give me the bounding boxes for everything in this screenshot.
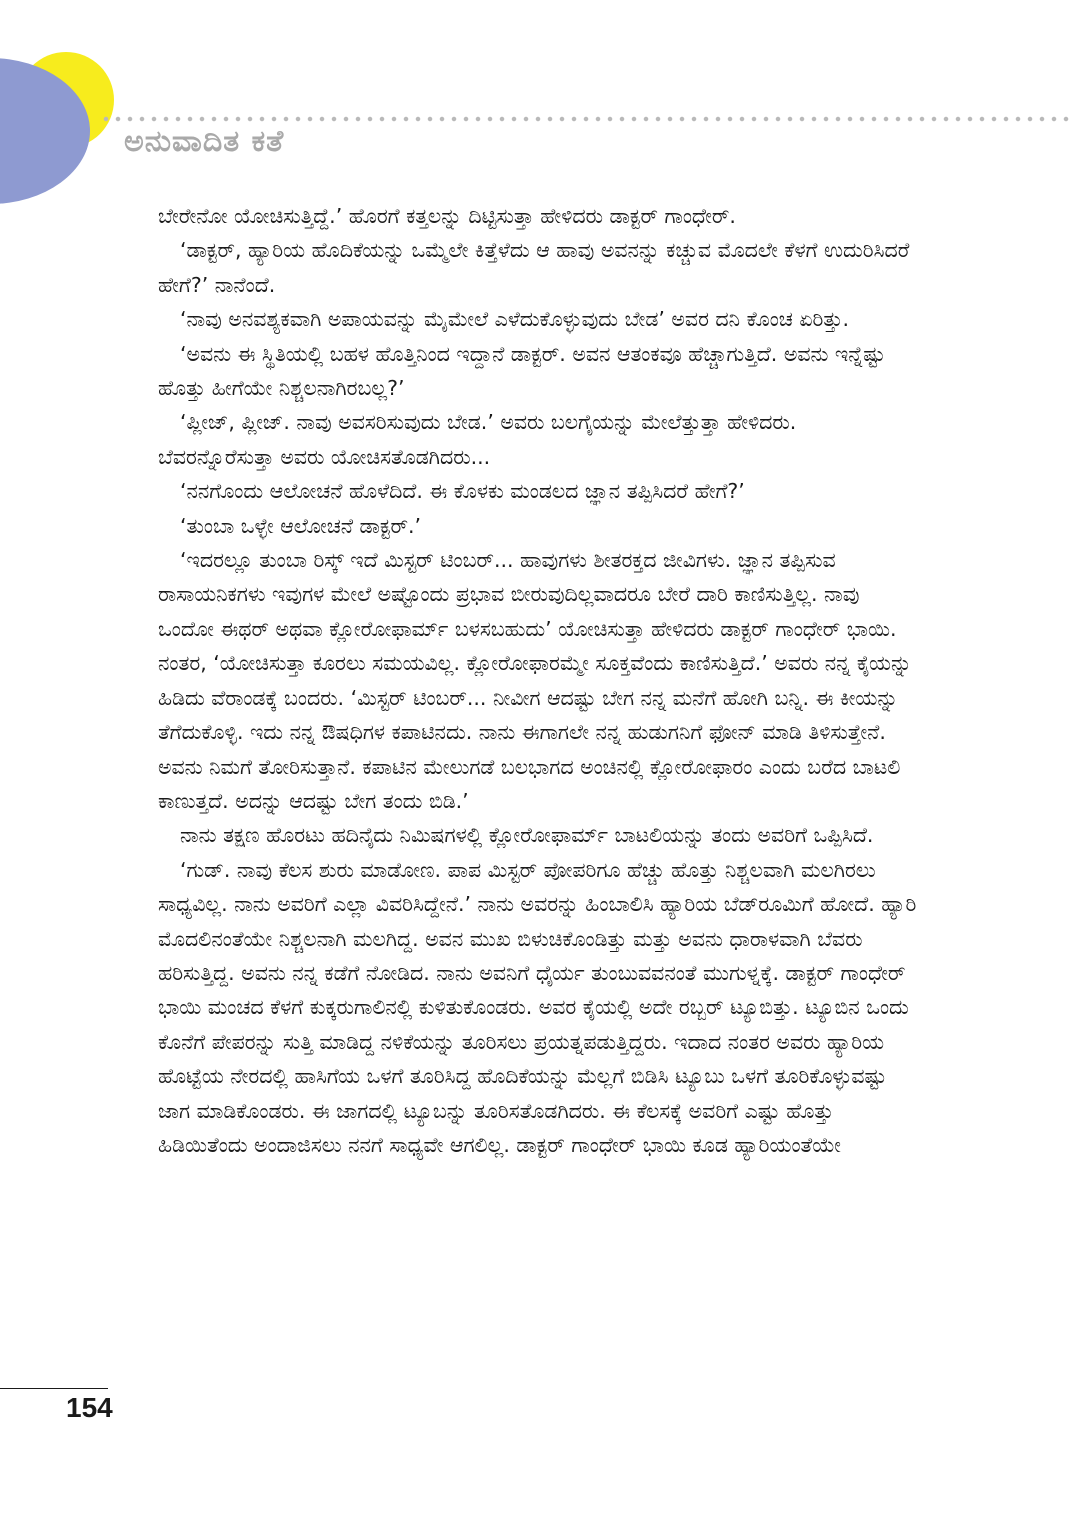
story-body: [158, 199, 918, 1162]
section-title: ಅನುವಾದಿತ ಕತೆ: [124, 124, 285, 159]
paragraph: ‘ನಾವು ಅನವಶ್ಯಕವಾಗಿ ಅಪಾಯವನ್ನು ಮೈಮೇಲೆ ಎಳೆದುಕೊಳ್ಳುವುದು ಬೇಡ’ ಅವರ ದನಿ ಕೊಂಚ ಏರಿತ್ತು.: [180, 307, 850, 332]
paragraph: ‘ತುಂಬಾ ಒಳ್ಳೇ ಆಲೋಚನೆ ಡಾಕ್ಟರ್.’: [180, 513, 422, 538]
paragraph: ಬೇರೇನೋ ಯೋಚಿಸುತ್ತಿದ್ದೆ.’ ಹೊರಗೆ ಕತ್ತಲನ್ನು ದಿಟ್ಟಿಸುತ್ತಾ ಹೇಳಿದರು ಡಾಕ್ಟರ್ ಗಾಂಧೇರ್.: [158, 204, 736, 228]
paragraph: ‘ಡಾಕ್ಟರ್, ಹ್ಯಾರಿಯ ಹೊದಿಕೆಯನ್ನು ಒಮ್ಮೆಲೇ ಕಿತ್ತೆಳೆದು ಆ ಹಾವು ಅವನನ್ನು ಕಚ್ಚುವ ಮೊದಲೇ ಕೆಳಗೆ ಉದುರಿಸಿದರೆ ಹೇಗೆ?’ ನಾನೆಂದೆ.: [158, 238, 910, 297]
footer-rule: [0, 1388, 108, 1389]
paragraph: ನಾನು ತಕ್ಷಣ ಹೊರಟು ಹದಿನೈದು ನಿಮಿಷಗಳಲ್ಲಿ ಕ್ಲೋರೋಫಾರ್ಮ್ ಬಾಟಲಿಯನ್ನು ತಂದು ಅವರಿಗೆ ಒಪ್ಪಿಸಿದೆ.: [180, 823, 874, 848]
paragraph: ‘ಪ್ಲೀಜ್, ಪ್ಲೀಜ್. ನಾವು ಅವಸರಿಸುವುದು ಬೇಡ.’ ಅವರು ಬಲಗೈಯನ್ನು ಮೇಲೆತ್ತುತ್ತಾ ಹೇಳಿದರು. ಬೆವರನ್ನೊರೆಸುತ್ತಾ ಅವರು ಯೋಚಿಸತೊಡಗಿದರು...: [158, 410, 797, 469]
paragraph: ‘ಗುಡ್. ನಾವು ಕೆಲಸ ಶುರು ಮಾಡೋಣ. ಪಾಪ ಮಿಸ್ಟರ್ ಪೋಪರಿಗೂ ಹೆಚ್ಚು ಹೊತ್ತು ನಿಶ್ಚಲವಾಗಿ ಮಲಗಿರಲು ಸಾಧ್ಯವಿಲ್ಲ. ನಾನು ಅವರಿಗೆ ಎಲ್ಲಾ ವಿವರಿಸಿದ್ದೇನೆ.’ ನಾನು ಅವರನ್ನು ಹಿಂಬಾಲಿಸಿ ಹ್ಯಾರಿಯ ಬೆಡ್‌ರೂಮಿಗೆ ಹೋದೆ. ಹ್ಯಾರಿ ಮೊದಲಿನಂತೆಯೇ ನಿಶ್ಚಲನಾಗಿ ಮಲಗಿದ್ದ. ಅವನ ಮುಖ ಬಿಳುಚಿಕೊಂಡಿತ್ತು ಮತ್ತು ಅವನು ಧಾರಾಳವಾಗಿ ಬೆವರು ಹರಿಸುತ್ತಿದ್ದ. ಅವನು ನನ್ನ ಕಡೆಗೆ ನೋಡಿದ. ನಾನು ಅವನಿಗೆ ಧೈರ್ಯ ತುಂಬುವವನಂತೆ ಮುಗುಳ್ನಕ್ಕೆ. ಡಾಕ್ಟರ್ ಗಾಂಧೇರ್ ಭಾಯಿ ಮಂಚದ ಕೆಳಗೆ ಕುಕ್ಕರುಗಾಲಿನಲ್ಲಿ ಕುಳಿತುಕೊಂಡರು. ಅವರ ಕೈಯಲ್ಲಿ ಅದೇ ರಬ್ಬರ್ ಟ್ಯೂಬಿತ್ತು. ಟ್ಯೂಬಿನ ಒಂದು ಕೊನೆಗೆ ಪೇಪರನ್ನು ಸುತ್ತಿ ಮಾಡಿದ್ದ ನಳಿಕೆಯನ್ನು ತೂರಿಸಲು ಪ್ರಯತ್ನಪಡುತ್ತಿದ್ದರು. ಇದಾದ ನಂತರ ಅವರು ಹ್ಯಾರಿಯ ಹೊಟ್ಟೆಯ ನೇರದಲ್ಲಿ ಹಾಸಿಗೆಯ ಒಳಗೆ ತೂರಿಸಿದ್ದ ಹೊದಿಕೆಯನ್ನು ಮೆಲ್ಲಗೆ ಬಿಡಿಸಿ ಟ್ಯೂಬು ಒಳಗೆ ತೂರಿಕೊಳ್ಳುವಷ್ಟು ಜಾಗ ಮಾಡಿಕೊಂಡರು. ಈ ಜಾಗದಲ್ಲಿ ಟ್ಯೂಬನ್ನು ತೂರಿಸತೊಡಗಿದರು. ಈ ಕೆಲಸಕ್ಕೆ ಅವರಿಗೆ ಎಷ್ಟು ಹೊತ್ತು ಹಿಡಿಯಿತೆಂದು ಅಂದಾಜಿಸಲು ನನಗೆ ಸಾಧ್ಯವೇ ಆಗಲಿಲ್ಲ. ಡಾಕ್ಟರ್ ಗಾಂಧೇರ್ ಭಾಯಿ ಕೂಡ ಹ್ಯಾರಿಯಂತೆಯೇ: [158, 857, 917, 1157]
dotted-header-rule: [100, 116, 1072, 122]
page-number: 154: [66, 1392, 113, 1423]
paragraph: ‘ಅವನು ಈ ಸ್ಥಿತಿಯಲ್ಲಿ ಬಹಳ ಹೊತ್ತಿನಿಂದ ಇದ್ದಾನೆ ಡಾಕ್ಟರ್. ಅವನ ಆತಂಕವೂ ಹೆಚ್ಚಾಗುತ್ತಿದೆ. ಅವನು ಇನ್ನೆಷ್ಟು ಹೊತ್ತು ಹೀಗೆಯೇ ನಿಶ್ಚಲನಾಗಿರಬಲ್ಲ?’: [158, 341, 886, 401]
paragraph: ‘ಇದರಲ್ಲೂ ತುಂಬಾ ರಿಸ್ಕ್ ಇದೆ ಮಿಸ್ಟರ್ ಟಿಂಬರ್... ಹಾವುಗಳು ಶೀತರಕ್ತದ ಜೀವಿಗಳು. ಜ್ಞಾನ ತಪ್ಪಿಸುವ ರಾಸಾಯನಿಕಗಳು ಇವುಗಳ ಮೇಲೆ ಅಷ್ಟೊಂದು ಪ್ರಭಾವ ಬೀರುವುದಿಲ್ಲವಾದರೂ ಬೇರೆ ದಾರಿ ಕಾಣಿಸುತ್ತಿಲ್ಲ. ನಾವು ಒಂದೋ ಈಥರ್ ಅಥವಾ ಕ್ಲೋರೋಫಾರ್ಮ್ ಬಳಸಬಹುದು’ ಯೋಚಿಸುತ್ತಾ ಹೇಳಿದರು ಡಾಕ್ಟರ್ ಗಾಂಧೇರ್ ಭಾಯಿ. ನಂತರ, ‘ಯೋಚಿಸುತ್ತಾ ಕೂರಲು ಸಮಯವಿಲ್ಲ. ಕ್ಲೋರೋಫಾರಮ್ಮೇ ಸೂಕ್ತವೆಂದು ಕಾಣಿಸುತ್ತಿದೆ.’ ಅವರು ನನ್ನ ಕೈಯನ್ನು ಹಿಡಿದು ವೆರಾಂಡಕ್ಕೆ ಬಂದರು. ‘ಮಿಸ್ಟರ್ ಟಿಂಬರ್... ನೀವೀಗ ಆದಷ್ಟು ಬೇಗ ನನ್ನ ಮನೆಗೆ ಹೋಗಿ ಬನ್ನಿ. ಈ ಕೀಯನ್ನು ತೆಗೆದುಕೊಳ್ಳಿ. ಇದು ನನ್ನ ಔಷಧಿಗಳ ಕಪಾಟಿನದು. ನಾನು ಈಗಾಗಲೇ ನನ್ನ ಹುಡುಗನಿಗೆ ಫೋನ್ ಮಾಡಿ ತಿಳಿಸುತ್ತೇನೆ. ಅವನು ನಿಮಗೆ ತೋರಿಸುತ್ತಾನೆ. ಕಪಾಟಿನ ಮೇಲುಗಡೆ ಬಲಭಾಗದ ಅಂಚಿನಲ್ಲಿ ಕ್ಲೋರೋಫಾರಂ ಎಂದು ಬರೆದ ಬಾಟಲಿ ಕಾಣುತ್ತದೆ. ಅದನ್ನು ಆದಷ್ಟು ಬೇಗ ತಂದು ಬಿಡಿ.’: [158, 548, 912, 813]
paragraph: ‘ನನಗೊಂದು ಆಲೋಚನೆ ಹೊಳೆದಿದೆ. ಈ ಕೊಳಕು ಮಂಡಲದ ಜ್ಞಾನ ತಪ್ಪಿಸಿದರೆ ಹೇಗೆ?’: [180, 479, 745, 504]
